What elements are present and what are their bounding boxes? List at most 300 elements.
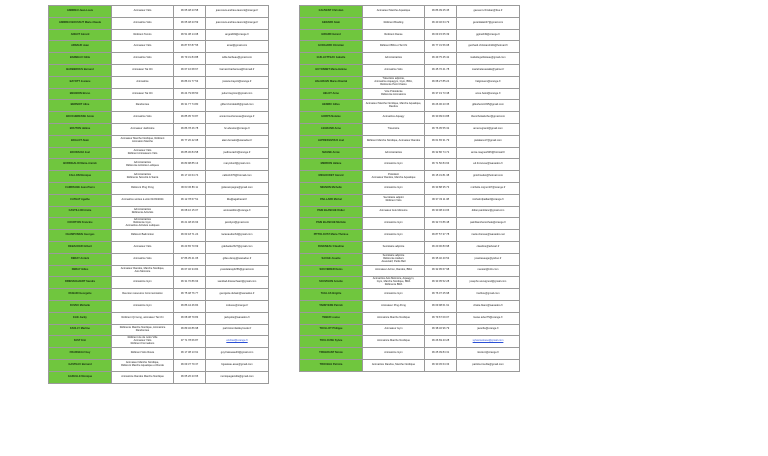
member-phone: 06 77 20 42 08 bbox=[174, 135, 206, 147]
member-name: ARNAUD Jean bbox=[49, 41, 112, 53]
table-row bbox=[300, 159, 520, 171]
member-function: Animateur Marche Nordique, Référent Animation Marche bbox=[112, 135, 174, 147]
member-name: GAUVENT Christian bbox=[300, 6, 363, 18]
member-function: Animateur Gym bbox=[363, 324, 425, 336]
member-name: PAIN BLANCHE Didier bbox=[300, 206, 363, 218]
member-function: Secrétaire adjoint Référent Vélo bbox=[363, 194, 425, 206]
member-phone: 06 45 76 41 78 bbox=[425, 64, 457, 76]
member-function: Animateur Vélo bbox=[112, 6, 174, 18]
member-email: trazbou@gmail.com bbox=[457, 289, 520, 301]
member-email: angotd49@orange.fr bbox=[206, 29, 269, 41]
member-function: Animatrice Aquagy bbox=[363, 112, 425, 124]
member-phone: 06 61 65 31 79 bbox=[425, 135, 457, 147]
member-phone: 06 49 75 45 42 bbox=[425, 53, 457, 65]
table-row bbox=[300, 230, 520, 242]
member-phone: 06 86 01 77 53 bbox=[174, 76, 206, 88]
member-email: moniquegazeille@gmail.com bbox=[206, 371, 269, 383]
member-email: thenicholasluther@gmail.com bbox=[457, 112, 520, 124]
member-name: PAILLARD Michel bbox=[300, 194, 363, 206]
member-phone: 06 20 00 83 98 bbox=[425, 241, 457, 253]
table-row bbox=[300, 17, 520, 29]
member-phone: 06 67 46 34 84 bbox=[174, 265, 206, 277]
member-phone: 06 35 40 40 53 bbox=[425, 253, 457, 265]
table-row bbox=[300, 253, 520, 265]
member-email: marie-therese@wanadoo.net bbox=[457, 230, 520, 242]
member-name: BAYOTT Josiane bbox=[49, 76, 112, 88]
member-name: CASTILLON Annie bbox=[49, 206, 112, 218]
member-function: Animateur Jardinière bbox=[112, 123, 174, 135]
member-function: Référent Bowling bbox=[363, 17, 425, 29]
member-function: Administratrice Référente Activités Ludiques bbox=[112, 159, 174, 171]
member-email: anne.legrand@gmail.com bbox=[457, 123, 520, 135]
member-name: TROUBLE Patricia bbox=[300, 359, 363, 371]
member-name: MAGNE Annie bbox=[300, 147, 363, 159]
member-function: Animatrice Gym bbox=[112, 300, 174, 312]
member-function: Animatrice Vélo bbox=[112, 112, 174, 124]
member-name: TAILLAS Brigitte bbox=[300, 289, 363, 301]
table-row bbox=[49, 194, 269, 206]
member-name: FAST Eric bbox=[49, 336, 112, 348]
member-function: Animatrice Gym bbox=[112, 277, 174, 289]
member-email: odile.barbeau@gmail.com bbox=[206, 53, 269, 65]
table-row bbox=[300, 53, 520, 65]
member-function: Référent Ping Pong bbox=[112, 182, 174, 194]
member-email: mduveu@orange.fr bbox=[206, 300, 269, 312]
member-email: hc.abouton@orange.fr bbox=[206, 123, 269, 135]
member-function: Animatrice Gym bbox=[363, 348, 425, 360]
table-row bbox=[300, 348, 520, 360]
member-function: Référent Qi Gong, animateur Tai Chi bbox=[112, 312, 174, 324]
table-row bbox=[49, 171, 269, 183]
table-row bbox=[300, 88, 520, 100]
member-name: BEGNION Bruno bbox=[49, 88, 112, 100]
member-name: HENRIC Gilles bbox=[300, 100, 363, 112]
table-row bbox=[300, 312, 520, 324]
member-phone: 06 77 31 56 08 bbox=[425, 41, 457, 53]
member-function: Secrétaire adjointe bbox=[363, 241, 425, 253]
member-name: DUVEU Michelle bbox=[49, 300, 112, 312]
member-function: Animatrice Vélo bbox=[112, 17, 174, 29]
table-row bbox=[49, 135, 269, 147]
member-function: Animateur Vélo Référent Animateurs Vélo bbox=[112, 147, 174, 159]
member-phone: 06 87 87 87 55 bbox=[174, 41, 206, 53]
member-phone: 06 71 50 84 93 bbox=[425, 159, 457, 171]
member-name: ELIE Jacky bbox=[49, 312, 112, 324]
table-row bbox=[49, 159, 269, 171]
member-phone: 06 08 38 79 83 bbox=[174, 312, 206, 324]
member-function: Animatrice Vélo bbox=[112, 253, 174, 265]
member-function: Administratrice Référente Gym, Animatrice Activités Ludiques bbox=[112, 218, 174, 230]
table-row bbox=[300, 194, 520, 206]
member-name: BOUCHERESSE Annie bbox=[49, 112, 112, 124]
member-email: arnat@gmail.com bbox=[206, 41, 269, 53]
member-function: Secrétaire adjointe Référente Ateliers Associatif, Petits Bell bbox=[363, 253, 425, 265]
member-name: PITTOLOUTZ Marie-Thérèse bbox=[300, 230, 363, 242]
member-phone: 06 38 32 96 79 bbox=[425, 324, 457, 336]
table-row bbox=[300, 206, 520, 218]
member-phone: 06 30 99 04 88 bbox=[425, 112, 457, 124]
member-email: alain.bonalot@wanadoo.fr bbox=[206, 135, 269, 147]
member-function: Administratrice Référente Sécurité & Santé bbox=[112, 171, 174, 183]
member-function: Animateur Ping-Pong bbox=[363, 300, 425, 312]
member-function: Animateur Avis Mémoire bbox=[363, 206, 425, 218]
member-phone: 06 79 67 09 07 bbox=[425, 312, 457, 324]
member-name: HALGRAVE Marie-Chantal bbox=[300, 76, 363, 88]
member-phone: 06 08 16 15 07 bbox=[174, 206, 206, 218]
table-row bbox=[49, 112, 269, 124]
member-phone: 06 23 65 70 69 bbox=[174, 241, 206, 253]
table-row bbox=[49, 277, 269, 289]
table-row bbox=[49, 206, 269, 218]
table-row bbox=[49, 17, 269, 29]
member-email: jacobyot@gmail.com bbox=[206, 218, 269, 230]
member-email: chatte.blanc@wanadoo.fr bbox=[457, 300, 520, 312]
member-email: josettesauge@yahoo.fr bbox=[457, 253, 520, 265]
member-name: BURDIGALIO Marie-Annick bbox=[49, 159, 112, 171]
member-function: Animatrice Randos Marche Nordique bbox=[112, 371, 174, 383]
table-row bbox=[300, 41, 520, 53]
member-email: joelalane17@gmail.com bbox=[457, 135, 520, 147]
member-name: MIGNON Michelle bbox=[300, 182, 363, 194]
member-name: BARBEROUS Bernard bbox=[49, 64, 112, 76]
member-name: FAOLLY Martine bbox=[49, 324, 112, 336]
member-email: lacanaudon64@gmail.com bbox=[206, 230, 269, 242]
member-phone: 06 09 37 79 37 bbox=[174, 359, 206, 371]
member-function: Administratrice bbox=[363, 53, 425, 65]
member-function: Trésorière bbox=[363, 123, 425, 135]
member-phone: 06 65 48 23 59 bbox=[174, 17, 206, 29]
member-email: halgravem@orange.fr bbox=[457, 76, 520, 88]
member-function: Animatrice Gym bbox=[363, 230, 425, 242]
table-row bbox=[49, 348, 269, 360]
member-phone: 06 31 77 74 80 bbox=[174, 100, 206, 112]
member-function: Référent BRA et Tai Chi bbox=[363, 41, 425, 53]
table-row bbox=[300, 6, 520, 18]
member-phone: 06 25 09 84 31 bbox=[425, 348, 457, 360]
member-phone: 06 65 48 23 58 bbox=[174, 6, 206, 18]
member-function: Trésorière adjointe, Animatrice Aquagym, Gym, BRA, Référente Petit Chatou bbox=[363, 76, 425, 88]
member-phone: 06 37 33 11 38 bbox=[425, 194, 457, 206]
member-function: Animatrice Gym bbox=[363, 182, 425, 194]
member-name: GUICHARD Christian bbox=[300, 41, 363, 53]
member-email: annie.magne2345@hotmail.fr bbox=[457, 147, 520, 159]
member-email: patricia.trouble@gmail.com bbox=[457, 359, 520, 371]
member-email: gilles.deray@wanadoo.fr bbox=[206, 253, 269, 265]
member-email: gmichoudet@hotmail.com bbox=[457, 171, 520, 183]
member-phone: 06 65 26 23 65 bbox=[174, 371, 206, 383]
table-row bbox=[300, 123, 520, 135]
member-phone: 06 85 36 84 58 bbox=[174, 147, 206, 159]
member-name: DERAY Annick bbox=[49, 253, 112, 265]
member-name: SOUVERIER Denis bbox=[300, 265, 363, 277]
member-name: DRIESSCHAERT Sandra bbox=[49, 277, 112, 289]
member-name: BOUTON Hélène bbox=[49, 123, 112, 135]
member-name: DERAY Gilles bbox=[49, 265, 112, 277]
table-row bbox=[300, 64, 520, 76]
member-email[interactable]: ericfast@orange.fr bbox=[206, 336, 269, 348]
member-phone: 06 21 48 26 93 bbox=[174, 218, 206, 230]
member-function: Animateur Tai Chi bbox=[112, 64, 174, 76]
member-phone: 06 30 45 64 33 bbox=[425, 359, 457, 371]
member-function: Référent vie de notre Ville Animateur Vélo Référent Formations bbox=[112, 336, 174, 348]
table-row bbox=[300, 171, 520, 183]
table-row bbox=[49, 88, 269, 100]
table-row bbox=[49, 230, 269, 242]
member-function: Référent Badminton bbox=[112, 230, 174, 242]
member-name: SAUGE Josette bbox=[300, 253, 363, 265]
table-row bbox=[49, 253, 269, 265]
member-name: TEBER Louise bbox=[300, 312, 363, 324]
member-phone: 06 12 78 67 51 bbox=[174, 194, 206, 206]
member-email: jean-louis.andrieu-laurent@orange.fr bbox=[206, 17, 269, 29]
member-name: ANDRIEU BOUSSUT Marie-Claude bbox=[49, 17, 112, 29]
table-row bbox=[49, 41, 269, 53]
member-phone: 06 87 57 37 78 bbox=[425, 230, 457, 242]
member-email: gdebacker527@gmail.com bbox=[206, 241, 269, 253]
member-phone: 06 86 09 25 45 bbox=[425, 6, 457, 18]
member-name: TRIGERANT Nicole bbox=[300, 348, 363, 360]
table-row bbox=[49, 76, 269, 88]
table-row bbox=[49, 289, 269, 301]
member-email: bgasteau.asse@gmail.com bbox=[206, 359, 269, 371]
member-email: guy.fraisseau49@gmail.com bbox=[206, 348, 269, 360]
table-row bbox=[49, 53, 269, 65]
member-phone: 06 32 86 74 72 bbox=[425, 147, 457, 159]
table-row bbox=[49, 359, 269, 371]
member-email: josiane.bayott@orange.fr bbox=[206, 76, 269, 88]
member-name: DUBAIN Georgette bbox=[49, 289, 112, 301]
member-email: guichard.christian2444@hotmail.fr bbox=[457, 41, 520, 53]
table-row bbox=[49, 6, 269, 18]
member-email: callon1676@hotmail.com bbox=[206, 171, 269, 183]
member-email: annie.boucheresse@orange.fr bbox=[206, 112, 269, 124]
member-function: Animateur Marche Nordique, Référent Marche Aquatique et Ronde bbox=[112, 359, 174, 371]
member-phone: 06 31 70 86 93 bbox=[174, 277, 206, 289]
member-name: TANNYERE Patrick bbox=[300, 300, 363, 312]
member-name: COURTOIS Francine bbox=[49, 218, 112, 230]
member-name: GASTEAU Bernard bbox=[49, 359, 112, 371]
member-phone: 06 63 18 71 24 bbox=[174, 230, 206, 242]
member-email: ed.froncusw@wanadoo.fr bbox=[457, 159, 520, 171]
member-function: Animateur Aviron, Randos, BRA bbox=[363, 265, 425, 277]
member-email: gilleshenric035@gmail.com bbox=[457, 100, 520, 112]
member-email: jaourlle@orange.fr bbox=[457, 324, 520, 336]
member-phone: 06 86 78 46 78 bbox=[174, 123, 206, 135]
member-email: jean-louis.andrieu-laurent@orange.fr bbox=[206, 6, 269, 18]
member-phone: 06 76 05 55 32 bbox=[425, 123, 457, 135]
member-phone: 06 24 79 68 50 bbox=[174, 88, 206, 100]
member-function: Vice Présidente Référente Animations bbox=[363, 88, 425, 100]
member-name: HORPS Nolanie bbox=[300, 112, 363, 124]
member-name: BOALOT Alain bbox=[49, 135, 112, 147]
member-email: georgette.dubain@wanadoo.fr bbox=[206, 289, 269, 301]
member-phone: 06 09 15 65 39 bbox=[425, 29, 457, 41]
roster-table-right bbox=[299, 5, 520, 372]
member-name: ANDRIEU Jean-Louis bbox=[49, 6, 112, 18]
member-function: Administratrice bbox=[363, 147, 425, 159]
member-phone: 06 51 38 14 08 bbox=[174, 29, 206, 41]
member-phone: 06 32 95 67 98 bbox=[425, 265, 457, 277]
member-function: Animatrice Marche Nordique bbox=[363, 336, 425, 348]
member-function: Animateur Vélo bbox=[112, 41, 174, 53]
member-phone: 06 40 46 64 79 bbox=[425, 17, 457, 29]
table-row bbox=[49, 300, 269, 312]
member-name: CATHAT Agathe bbox=[49, 194, 112, 206]
table-row bbox=[49, 265, 269, 277]
member-email: michelle.mignon67@orange.fr bbox=[457, 182, 520, 194]
member-phone: 06 83 98 85 13 bbox=[174, 159, 206, 171]
member-name: HELOT Anne bbox=[300, 88, 363, 100]
table-row bbox=[49, 312, 269, 324]
member-phone: 06 09 98 61 91 bbox=[425, 300, 457, 312]
member-email: didier.painblanc@gmail.com bbox=[457, 206, 520, 218]
member-email: gauvent.christian@free.fr bbox=[457, 6, 520, 18]
member-function: Animatrice Gym bbox=[363, 289, 425, 301]
member-email: painblanchemichele@orange.fr bbox=[457, 218, 520, 230]
member-name: BOURACHI Joel bbox=[49, 147, 112, 159]
member-email: gilbert.bordelet6@gmail.com bbox=[206, 100, 269, 112]
member-phone: 06 26 06 23 35 bbox=[425, 100, 457, 112]
member-phone: 06 17 38 13 91 bbox=[174, 348, 206, 360]
member-function: Animateur Randos, Marche Nordique, Avis Mémoire bbox=[112, 265, 174, 277]
member-function: Animateur Tai Chi bbox=[112, 88, 174, 100]
member-email: marysburd@gmail.com bbox=[206, 159, 269, 171]
table-row bbox=[49, 64, 269, 76]
member-name: MICHOUDET Gérard bbox=[300, 171, 363, 183]
member-name: LEGRAND Anne bbox=[300, 123, 363, 135]
member-name: GUILLOTTEAU Isabelle bbox=[300, 53, 363, 65]
member-phone: 06 32 72 86 48 bbox=[425, 218, 457, 230]
roster-table-left bbox=[48, 5, 269, 384]
member-phone: 06 89 32 86 98 bbox=[174, 324, 206, 336]
table-row bbox=[49, 29, 269, 41]
member-function: Animateur Vélo bbox=[112, 241, 174, 253]
member-email: joelbourachi@orange.fr bbox=[206, 147, 269, 159]
member-phone: 06 30 08 24 06 bbox=[425, 206, 457, 218]
member-function: Animatrice Vélo bbox=[363, 64, 425, 76]
member-email: jackyelie@wanadoo.fr bbox=[206, 312, 269, 324]
member-name: TOULLOT Philippe bbox=[300, 324, 363, 336]
member-email: isabelleguillotteau@gmail.com bbox=[457, 53, 520, 65]
member-function: Animateur Marche Nordique, Marche Aquatique, Randos bbox=[363, 100, 425, 112]
member-phone: 06 63 36 86 11 bbox=[174, 182, 206, 194]
table-row bbox=[300, 359, 520, 371]
table-row bbox=[300, 289, 520, 301]
member-email: jeduc.begnion@gmail.com bbox=[206, 88, 269, 100]
member-phone: 06 26 69 43 28 bbox=[425, 336, 457, 348]
table-row bbox=[49, 182, 269, 194]
table-row bbox=[49, 241, 269, 253]
table-row bbox=[49, 100, 269, 112]
member-name: MERDON Hélène bbox=[300, 159, 363, 171]
member-function: Animatrice Marche Nordique bbox=[363, 312, 425, 324]
table-row bbox=[300, 112, 520, 124]
member-function: Animateur Marche Aquatique bbox=[363, 6, 425, 18]
member-name: FRAISSEAU Guy bbox=[49, 348, 112, 360]
member-function: Animatrice Gym bbox=[363, 159, 425, 171]
member-function: Référente Marche Nordique, Animatrice Randonnée bbox=[112, 324, 174, 336]
member-name: GIRARD Gérard bbox=[300, 29, 363, 41]
member-email: ggirard49@orange.fr bbox=[457, 29, 520, 41]
member-phone: 07 71 78 66 87 bbox=[174, 336, 206, 348]
member-email: lilia@agathecat.fr bbox=[206, 194, 269, 206]
table-row bbox=[300, 147, 520, 159]
member-name: SOUVIGON Arnette bbox=[300, 277, 363, 289]
member-email: yvesdelaray0256@gmail.com bbox=[206, 265, 269, 277]
member-email: jusepho.souvignoul@gmail.com bbox=[457, 277, 520, 289]
member-email: gerardalain07@gmail.com bbox=[457, 17, 520, 29]
table-row bbox=[300, 135, 520, 147]
member-function: Président Animateur Randos, Marche Aquatique bbox=[363, 171, 425, 183]
member-name: LEPRESSIVOUX Joel bbox=[300, 135, 363, 147]
member-email: claudine@arboart.fr bbox=[457, 241, 520, 253]
member-name: CAMPAGNE Jean-Pierre bbox=[49, 182, 112, 194]
member-email: neosier@info.com bbox=[457, 265, 520, 277]
member-function: Référent Tennis bbox=[112, 29, 174, 41]
member-function: Référent Vélo Route bbox=[112, 348, 174, 360]
member-function: Référent Marche Nordique, Animateur Randos bbox=[363, 135, 425, 147]
table-row bbox=[300, 336, 520, 348]
table-row bbox=[49, 218, 269, 230]
member-phone: 06 15 31 81 38 bbox=[425, 171, 457, 183]
member-name: GERARD Alain bbox=[300, 17, 363, 29]
member-phone: 06 33 88 35 73 bbox=[425, 182, 457, 194]
member-name: GUYONNET Marie-Hélène bbox=[300, 64, 363, 76]
member-email: partinicomfaolleyroude.fr bbox=[206, 324, 269, 336]
member-phone: 07 86 35 41 05 bbox=[174, 253, 206, 265]
member-name: DEBACKER Gilbert bbox=[49, 241, 112, 253]
member-function: Animatrice bbox=[112, 76, 174, 88]
member-function: Référent Danse bbox=[363, 29, 425, 41]
member-function: Animatrice Vélo bbox=[112, 53, 174, 65]
member-email: anne.helot@orange.fr bbox=[457, 88, 520, 100]
member-phone: 06 76 07 25 98 bbox=[425, 289, 457, 301]
member-function: Reunion ressource Communication bbox=[112, 289, 174, 301]
table-row bbox=[49, 324, 269, 336]
member-name: RAVENEAU Claudine bbox=[300, 241, 363, 253]
member-email: barnard.barbarous@hotmail.fr bbox=[206, 64, 269, 76]
member-name: PAIN BLANCHE Michèle bbox=[300, 218, 363, 230]
table-row bbox=[49, 371, 269, 383]
member-function: Animatrice Avis Mémoire, Aquagym, Gym, Marche Nordique, BRA Référente BRA bbox=[363, 277, 425, 289]
table-row bbox=[300, 182, 520, 194]
table-row bbox=[300, 241, 520, 253]
member-phone: 06 86 44 46 84 bbox=[174, 300, 206, 312]
member-email: sandrad.driesschaert@gmail.com bbox=[206, 277, 269, 289]
member-email: nicole.tt@orange.fr bbox=[457, 348, 520, 360]
table-row bbox=[49, 147, 269, 159]
member-phone: 06 17 32 64 74 bbox=[174, 171, 206, 183]
member-function: Administratrice Référente Activités bbox=[112, 206, 174, 218]
member-function: Animatrice sorties à vélo 01/03/2024 bbox=[112, 194, 174, 206]
table-row bbox=[300, 76, 520, 88]
member-phone: 06 33 05 52 28 bbox=[425, 277, 457, 289]
member-function: Randonnée bbox=[112, 100, 174, 112]
member-name: CHAMPUNDAI Georges bbox=[49, 230, 112, 242]
member-email: michelmfpaillard@orange.fr bbox=[457, 194, 520, 206]
table-row bbox=[49, 123, 269, 135]
member-email[interactable]: sylvietoulouse@gmail.com bbox=[457, 336, 520, 348]
member-phone: 06 75 48 76 77 bbox=[174, 289, 206, 301]
table-row bbox=[300, 277, 520, 289]
member-phone: 06 67 16 68 67 bbox=[174, 64, 206, 76]
table-row bbox=[49, 336, 269, 348]
member-function: Animatrice Gym bbox=[363, 218, 425, 230]
member-name: TOULOUSE Sylvie bbox=[300, 336, 363, 348]
member-name: CALLON Monique bbox=[49, 171, 112, 183]
member-email: annicastillon@orange.fr bbox=[206, 206, 269, 218]
member-name: GAZEILLE Monique bbox=[49, 371, 112, 383]
